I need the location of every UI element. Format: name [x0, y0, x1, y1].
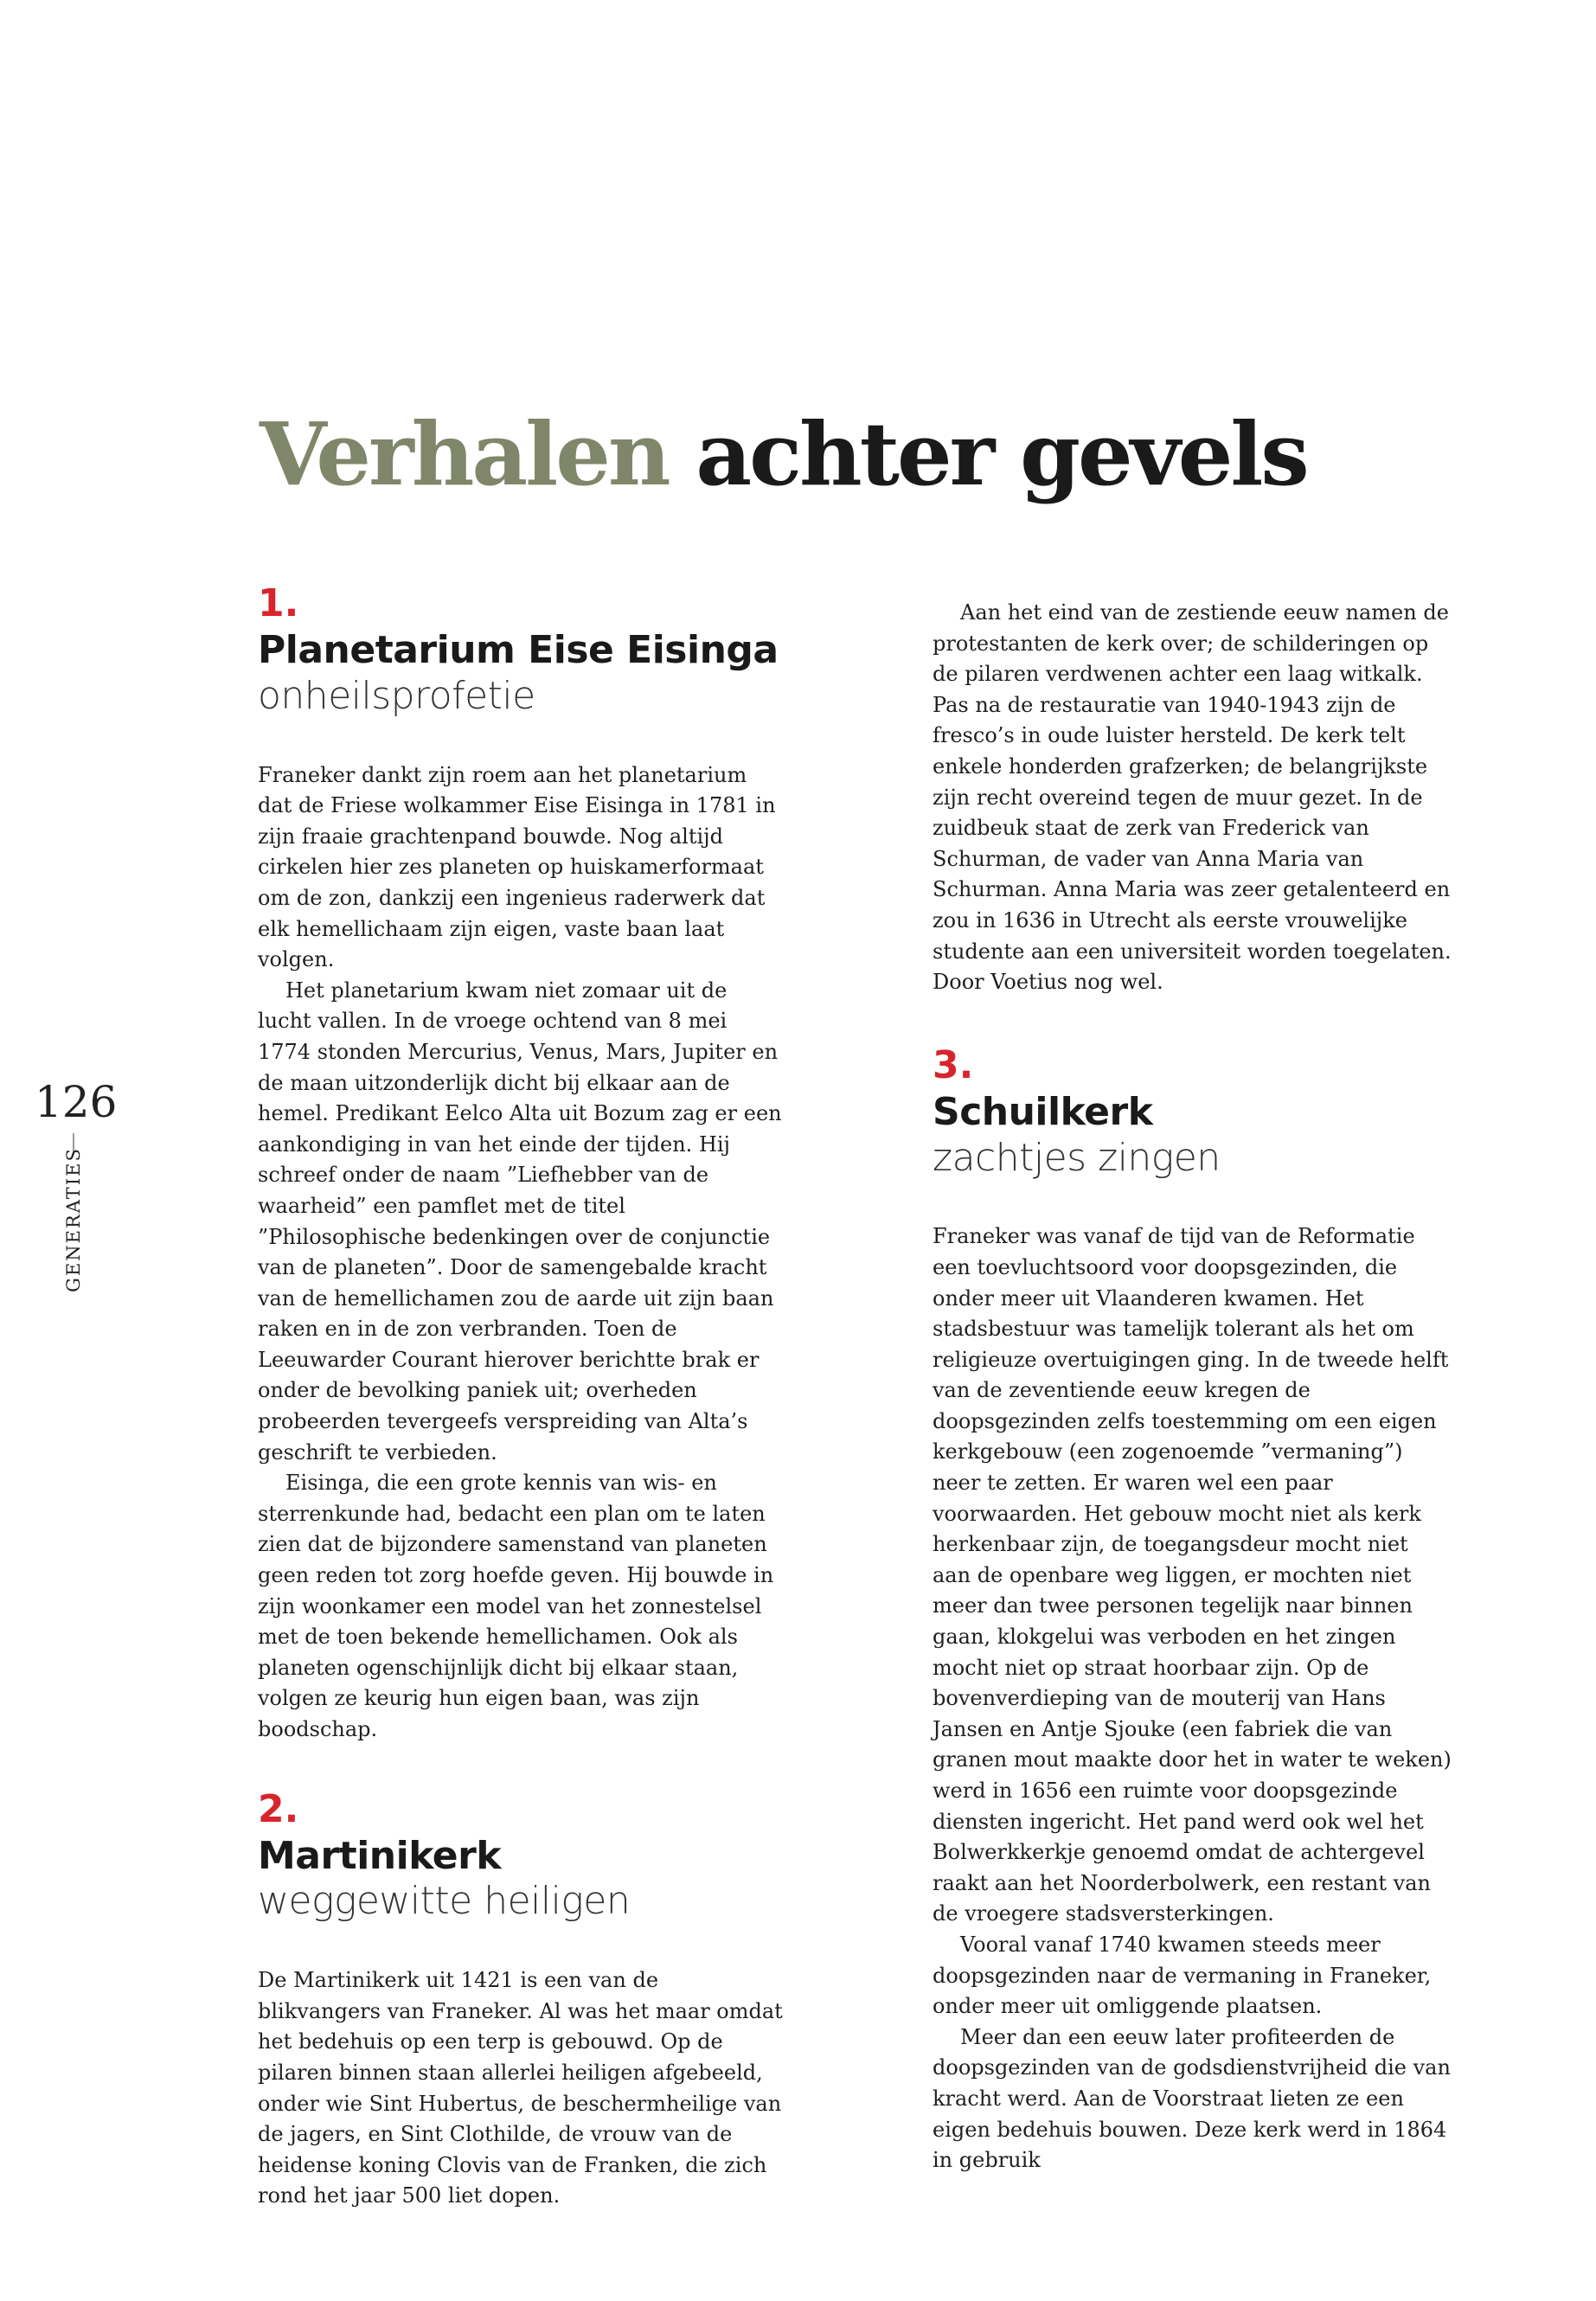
section-body: [258, 1965, 785, 2212]
body-paragraph: Meer dan een eeuw later profiteerden de doopsgezinden van de godsdienstvrijheid die van kracht werd. Aan de Voorstraat lieten ze een eigen bedehuis bouwen. Deze kerk werd in 1864 in gebruik: [933, 2024, 1451, 2173]
section-body-continued: [933, 598, 1452, 998]
section-number: 2.: [258, 1786, 299, 1831]
section-body: [933, 1221, 1452, 2176]
section-title: Schuilkerk: [933, 1089, 1153, 1134]
section-number: 3.: [933, 1042, 974, 1087]
body-paragraph: Franeker was vanaf de tijd van de Reformatie een toevluchtsoord voor doopsgezinden, die onder meer uit Vlaanderen kwamen. Het stadsbestuur was tamelijk tolerant als het om religieuze overtuigingen ging. In de tweede helft van de zeventiende eeuw kregen de doopsgezinden zelfs toestemming om een eigen kerkgebouw (een zogenoemde ”vermaning”) neer te zetten. Er waren wel een paar voorwaarden. Het gebouw mocht niet als kerk herkenbaar zijn, de toegangsdeur mocht niet aan de openbare weg liggen, er mochten niet meer dan twee personen tegelijk naar binnen gaan, klokgelui was verboden en het zingen mocht niet op straat hoorbaar zijn. Op de bovenverdieping van de mouterij van Hans Jansen en Antje Sjouke (een fabriek die van granen mout maakte door het in water te weken) werd in 1656 een ruimte voor doopsgezinde diensten ingericht. Het pand werd ook wel het Bolwerkkerkje genoemd omdat de achtergevel raakt aan het Noorderbolwerk, een restant van de vroegere stadsversterkingen.: [933, 1224, 1452, 1926]
section-number: 1.: [258, 581, 299, 625]
body-paragraph: Het planetarium kwam niet zomaar uit de lucht vallen. In de vroege ochtend van 8 mei 1774 stonden Mercurius, Venus, Mars, Jupiter en de maan uitzonderlijk dicht bij elkaar aan de hemel. Predikant Eelco Alta uit Bozum zag er een aankondiging in van het einde der tijden. Hij schreef onder de naam ”Liefhebber van de waarheid” een pamflet met de titel ”Philosophische bedenkingen over de conjunctie van de planeten”. Door de samengebalde kracht van de hemellichamen zou de aarde uit zijn baan raken en in de zon verbranden. Toen de Leeuwarder Courant hierover berichtte brak er onder de bevolking paniek uit; overheden probeerden tevergeefs verspreiding van Alta’s geschrift te verbieden.: [258, 977, 782, 1465]
section-martinikerk: [258, 1786, 785, 2212]
section-subtitle: zachtjes zingen: [933, 1135, 1221, 1180]
section-subtitle: onheilsprofetie: [258, 673, 535, 718]
body-paragraph: Eisinga, die een grote kennis van wis- en sterrenkunde had, bedacht een plan om te laten zien dat de bijzondere samenstand van planeten geen reden tot zorg hoefde geven. Hij bouwde in zijn woonkamer een model van het zonnestelsel met de toen bekende hemellichamen. Ook als planeten ogenschijnlijk dicht bij elkaar staan, volgen ze keurig hun eigen baan, was zijn boodschap.: [258, 1471, 774, 1741]
title-rest: achter gevels: [695, 403, 1307, 505]
body-paragraph: De Martinikerk uit 1421 is een van de blikvangers van Franeker. Al was het maar omdat het bedehuis op een terp is gebouwd. Op de pilaren binnen staan allerlei heiligen afgebeeld, onder wie Sint Hubertus, de beschermheilige van de jagers, en Sint Clothilde, de vrouw van de heidense koning Clovis van de Franken, die zich rond het jaar 500 liet dopen.: [258, 1968, 783, 2208]
running-head: GENERATIES: [63, 1147, 84, 1292]
body-paragraph: Vooral vanaf 1740 kwamen steeds meer doopsgezinden naar de vermaning in Franeker, onder meer uit omliggende plaatsen.: [933, 1932, 1432, 2019]
page-title: [260, 403, 1307, 505]
section-title: Martinikerk: [258, 1833, 502, 1878]
body-paragraph: Aan het eind van de zestiende eeuw namen de protestanten de kerk over; de schilderingen op de pilaren verdwenen achter een laag witkalk. Pas na de restauratie van 1940-1943 zijn de fresco’s in oude luister hersteld. De kerk telt enkele honderden grafzerken; de belangrijkste zijn recht overeind tegen de muur gezet. In de zuidbeuk staat de zerk van Frederick van Schurman, de vader van Anna Maria van Schurman. Anna Maria was zeer getalenteerd en zou in 1636 in Utrecht als eerste vrouwelijke studente aan een universiteit worden toegelaten. Door Voetius nog wel.: [933, 600, 1452, 995]
right-column: [933, 598, 1452, 2176]
section-schuilkerk: [933, 1042, 1452, 2176]
section-title: Planetarium Eise Eisinga: [258, 628, 779, 672]
section-planetarium: [258, 581, 785, 1746]
left-column: [258, 581, 785, 2212]
title-accent-word: Verhalen: [260, 403, 669, 505]
page-number: 126: [35, 1077, 118, 1127]
section-body: [258, 760, 785, 1746]
body-paragraph: Franeker dankt zijn roem aan het planetarium dat de Friese wolkammer Eise Eisinga in 1781 in zijn fraaie grachtenpand bouwde. Nog altijd cirkelen hier zes planeten op huiskamerformaat om de zon, dankzij een ingenieus raderwerk dat elk hemellichaam zijn eigen, vaste baan laat volgen.: [258, 762, 776, 972]
section-subtitle: weggewitte heiligen: [258, 1879, 631, 1924]
